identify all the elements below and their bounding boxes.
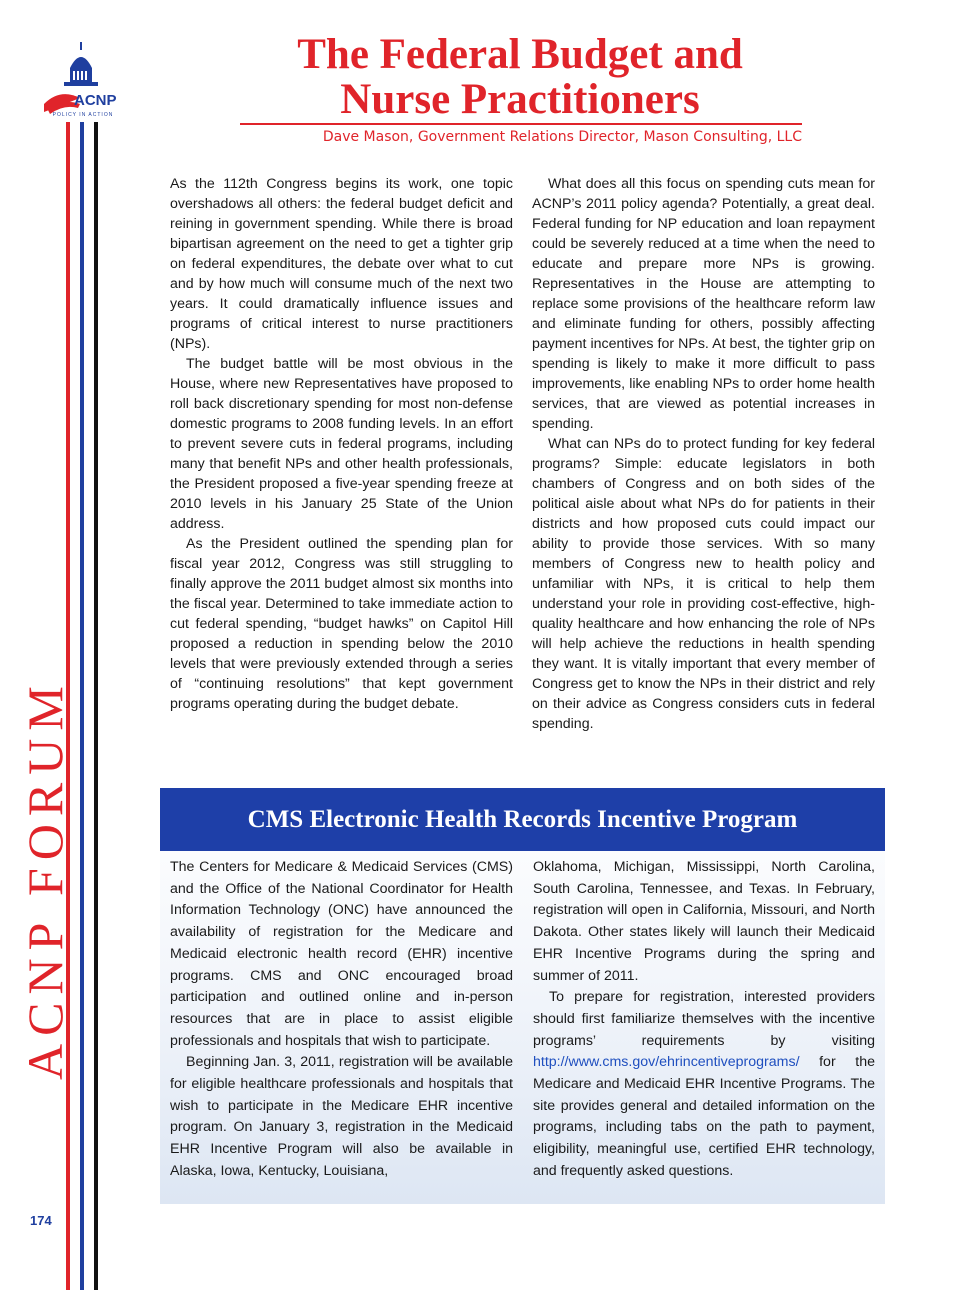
paragraph: As the 112th Congress begins its work, one topic overshadows all others: the federal budget deficit and reining in government spending. While there is broad bipartisan agreement on the need to get a tighter grip on federal expenditures, the debate over what to cut and by how much will consume much of the next two years. It could dramatically influence issues and programs of critical interest to nurse practitioners (NPs).	[170, 176, 513, 352]
paragraph: The Centers for Medicare & Medicaid Services (CMS) and the Office of the National Coordinator for Health Information Technology (ONC) have announced the availability of registration for the Medicare and Medicaid electronic health record (EHR) incentive programs. CMS and ONC encouraged broad participation and outlined online and in-person resources that are in place to assist eligible professionals and hospitals that wish to participate.	[170, 859, 513, 1049]
acnp-logo-text: ACNP	[74, 92, 117, 109]
paragraph: Beginning Jan. 3, 2011, registration will be available for eligible healthcare professionals and hospitals that wish to participate in the Medicare EHR incentive program. On January 3, registration in the Medicaid EHR Incentive Program will also be available in Alaska, Iowa, Kentucky, Louisiana,	[170, 1054, 513, 1179]
paragraph: What can NPs do to protect funding for key federal programs? Simple: educate legislators in both chambers of Congress and on both sides of the political aisle about what NPs do for patients in their districts and how proposed cuts could impact our ability to provide those services. With so many members of Congress new to health policy and unfamiliar with NPs, it is critical to help them understand your role in providing cost-effective, high-quality healthcare and how enhancing the role of NPs will help achieve the reductions in health spending they want. It is vitally important that every member of Congress get to know the NPs in their district and rely on their advice as Congress considers cuts in federal spending.	[532, 436, 875, 732]
paragraph-with-link	[533, 987, 875, 1182]
page-number: 174	[30, 1213, 52, 1228]
paragraph-text: To prepare for registration, interested providers should first familiarize themselves with the incentive programs’ requirements by visiting	[533, 989, 875, 1049]
black-stripe	[94, 122, 98, 1290]
paragraph: Oklahoma, Michigan, Mississippi, North Carolina, South Carolina, Tennessee, and Texas. In February, registration will open in California, Missouri, and North Dakota. Other states likely will launch their Medicaid EHR Incentive Programs during the spring and summer of 2011.	[533, 859, 875, 984]
article-title	[240, 32, 800, 122]
cms-ehr-link[interactable]: http://www.cms.gov/ehrincentiveprograms/	[533, 1054, 800, 1071]
paragraph: As the President outlined the spending plan for fiscal year 2012, Congress was still struggling to finally approve the 2011 budget almost six months into the fiscal year. Determined to take immediate action to cut federal spending, “budget hawks” on Capitol Hill proposed a reduction in spending below the 2010 levels that were previously extended through a series of “continuing resolutions” that kept government programs operating during the budget debate.	[170, 536, 513, 712]
blue-stripe	[80, 122, 84, 1290]
ehr-column-1	[170, 857, 513, 1183]
acnp-forum-vertical-title: ACNP FORUM	[17, 678, 73, 1080]
title-line-2: Nurse Practitioners	[340, 76, 700, 123]
acnp-capitol-logo	[40, 42, 130, 122]
title-divider	[240, 123, 802, 125]
byline: Dave Mason, Government Relations Director, Mason Consulting, LLC	[322, 129, 802, 145]
logo-tagline: POLICY IN ACTION	[52, 112, 114, 118]
paragraph: What does all this focus on spending cuts mean for ACNP’s 2011 policy agenda? Potentially, a great deal. Federal funding for NP education and loan repayment could be severely reduced at a time when the need to educate and prepare more NPs is growing. Representatives in the House are attempting to replace some provisions of the healthcare reform law and eliminate funding for others, possibly affecting payment incentives for NPs. At best, the tighter grip on spending is likely to make it more difficult to pass improvements, like enabling NPs to order home health services, that are viewed as potential increases in spending.	[532, 176, 875, 432]
ehr-box-title: CMS Electronic Health Records Incentive Program	[160, 788, 885, 851]
paragraph: The budget battle will be most obvious in the House, where new Representatives have proposed to roll back discretionary spending for most non-defense domestic programs to 2008 funding levels. In an effort to prevent severe cuts in federal programs, including many that benefit NPs and other health professionals, the President proposed a five-year spending freeze at 2010 levels in his January 25 State of the Union address.	[170, 356, 513, 532]
title-line-1: The Federal Budget and	[297, 31, 743, 78]
ehr-column-2	[533, 857, 875, 1183]
article-column-1	[170, 174, 513, 714]
paragraph-text: for the Medicare and Medicaid EHR Incentive Programs. The site provides general and detailed information on the programs, including tabs on the path to payment, eligibility, meaningful use, certified EHR technology, and frequently asked questions.	[533, 1054, 875, 1179]
article-column-2	[532, 174, 875, 734]
